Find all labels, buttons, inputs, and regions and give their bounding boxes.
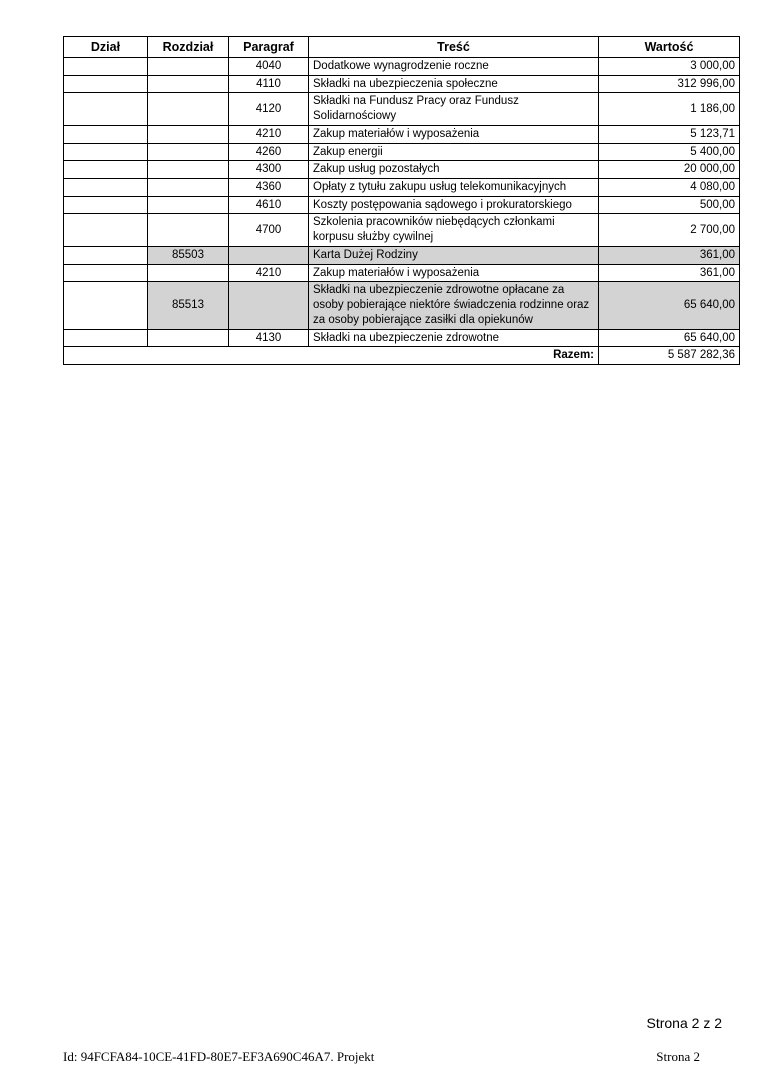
cell-tresc: Zakup energii xyxy=(309,143,599,161)
cell-wartosc: 4 080,00 xyxy=(599,179,740,197)
cell-paragraf: 4300 xyxy=(229,161,309,179)
cell-dzial xyxy=(64,246,148,264)
table-row xyxy=(64,246,740,264)
table-row xyxy=(64,196,740,214)
document-id: Id: 94FCFA84-10CE-41FD-80E7-EF3A690C46A7. Projekt xyxy=(63,1049,375,1064)
column-header-rozdzial: Rozdział xyxy=(148,37,229,58)
cell-tresc: Składki na ubezpieczenie zdrowotne xyxy=(309,329,599,347)
cell-rozdzial xyxy=(148,214,229,246)
cell-paragraf xyxy=(229,246,309,264)
cell-rozdzial xyxy=(148,125,229,143)
table-row xyxy=(64,282,740,329)
cell-dzial xyxy=(64,161,148,179)
column-header-paragraf: Paragraf xyxy=(229,37,309,58)
cell-wartosc: 5 400,00 xyxy=(599,143,740,161)
table-row xyxy=(64,143,740,161)
table-row xyxy=(64,214,740,246)
cell-rozdzial xyxy=(148,264,229,282)
cell-wartosc: 20 000,00 xyxy=(599,161,740,179)
cell-tresc: Składki na Fundusz Pracy oraz Fundusz Solidarnościowy xyxy=(309,93,599,125)
total-label: Razem: xyxy=(64,347,599,365)
cell-tresc: Szkolenia pracowników niebędących członkami korpusu służby cywilnej xyxy=(309,214,599,246)
cell-rozdzial xyxy=(148,143,229,161)
cell-dzial xyxy=(64,125,148,143)
table-row xyxy=(64,329,740,347)
cell-paragraf xyxy=(229,282,309,329)
cell-wartosc: 361,00 xyxy=(599,246,740,264)
cell-dzial xyxy=(64,196,148,214)
cell-wartosc: 500,00 xyxy=(599,196,740,214)
total-value: 5 587 282,36 xyxy=(599,347,740,365)
cell-dzial xyxy=(64,282,148,329)
cell-rozdzial: 85513 xyxy=(148,282,229,329)
cell-paragraf: 4700 xyxy=(229,214,309,246)
cell-tresc: Zakup usług pozostałych xyxy=(309,161,599,179)
cell-tresc: Składki na ubezpieczenie zdrowotne opłacane za osoby pobierające niektóre świadczenia rodzinne oraz za osoby pobierające zasiłki dla opiekunów xyxy=(309,282,599,329)
cell-dzial xyxy=(64,329,148,347)
cell-dzial xyxy=(64,143,148,161)
page-indicator: Strona 2 z 2 xyxy=(646,1015,722,1031)
cell-wartosc: 312 996,00 xyxy=(599,75,740,93)
cell-paragraf: 4260 xyxy=(229,143,309,161)
table-row xyxy=(64,125,740,143)
cell-paragraf: 4210 xyxy=(229,125,309,143)
table-row xyxy=(64,161,740,179)
cell-tresc: Dodatkowe wynagrodzenie roczne xyxy=(309,58,599,76)
cell-rozdzial xyxy=(148,58,229,76)
cell-rozdzial xyxy=(148,196,229,214)
cell-dzial xyxy=(64,93,148,125)
cell-dzial xyxy=(64,264,148,282)
cell-dzial xyxy=(64,214,148,246)
cell-paragraf: 4040 xyxy=(229,58,309,76)
cell-rozdzial xyxy=(148,93,229,125)
table-row xyxy=(64,93,740,125)
cell-dzial xyxy=(64,75,148,93)
cell-rozdzial: 85503 xyxy=(148,246,229,264)
cell-wartosc: 361,00 xyxy=(599,264,740,282)
cell-tresc: Opłaty z tytułu zakupu usług telekomunikacyjnych xyxy=(309,179,599,197)
cell-wartosc: 2 700,00 xyxy=(599,214,740,246)
cell-wartosc: 65 640,00 xyxy=(599,282,740,329)
cell-wartosc: 3 000,00 xyxy=(599,58,740,76)
cell-tresc: Koszty postępowania sądowego i prokuratorskiego xyxy=(309,196,599,214)
cell-tresc: Karta Dużej Rodziny xyxy=(309,246,599,264)
cell-wartosc: 5 123,71 xyxy=(599,125,740,143)
table-header-row xyxy=(64,37,740,58)
cell-dzial xyxy=(64,179,148,197)
table-row xyxy=(64,75,740,93)
cell-paragraf: 4130 xyxy=(229,329,309,347)
table-row xyxy=(64,264,740,282)
page-number: Strona 2 xyxy=(656,1049,700,1064)
cell-paragraf: 4110 xyxy=(229,75,309,93)
column-header-tresc: Treść xyxy=(309,37,599,58)
cell-paragraf: 4610 xyxy=(229,196,309,214)
cell-paragraf: 4210 xyxy=(229,264,309,282)
cell-paragraf: 4360 xyxy=(229,179,309,197)
cell-rozdzial xyxy=(148,179,229,197)
column-header-dzial: Dział xyxy=(64,37,148,58)
cell-rozdzial xyxy=(148,75,229,93)
column-header-wartosc: Wartość xyxy=(599,37,740,58)
cell-wartosc: 1 186,00 xyxy=(599,93,740,125)
cell-wartosc: 65 640,00 xyxy=(599,329,740,347)
table-row xyxy=(64,179,740,197)
cell-paragraf: 4120 xyxy=(229,93,309,125)
cell-dzial xyxy=(64,58,148,76)
table-total-row xyxy=(64,347,740,365)
cell-tresc: Zakup materiałów i wyposażenia xyxy=(309,264,599,282)
table-row xyxy=(64,58,740,76)
cell-tresc: Zakup materiałów i wyposażenia xyxy=(309,125,599,143)
budget-table xyxy=(63,36,740,365)
cell-rozdzial xyxy=(148,161,229,179)
cell-rozdzial xyxy=(148,329,229,347)
cell-tresc: Składki na ubezpieczenia społeczne xyxy=(309,75,599,93)
